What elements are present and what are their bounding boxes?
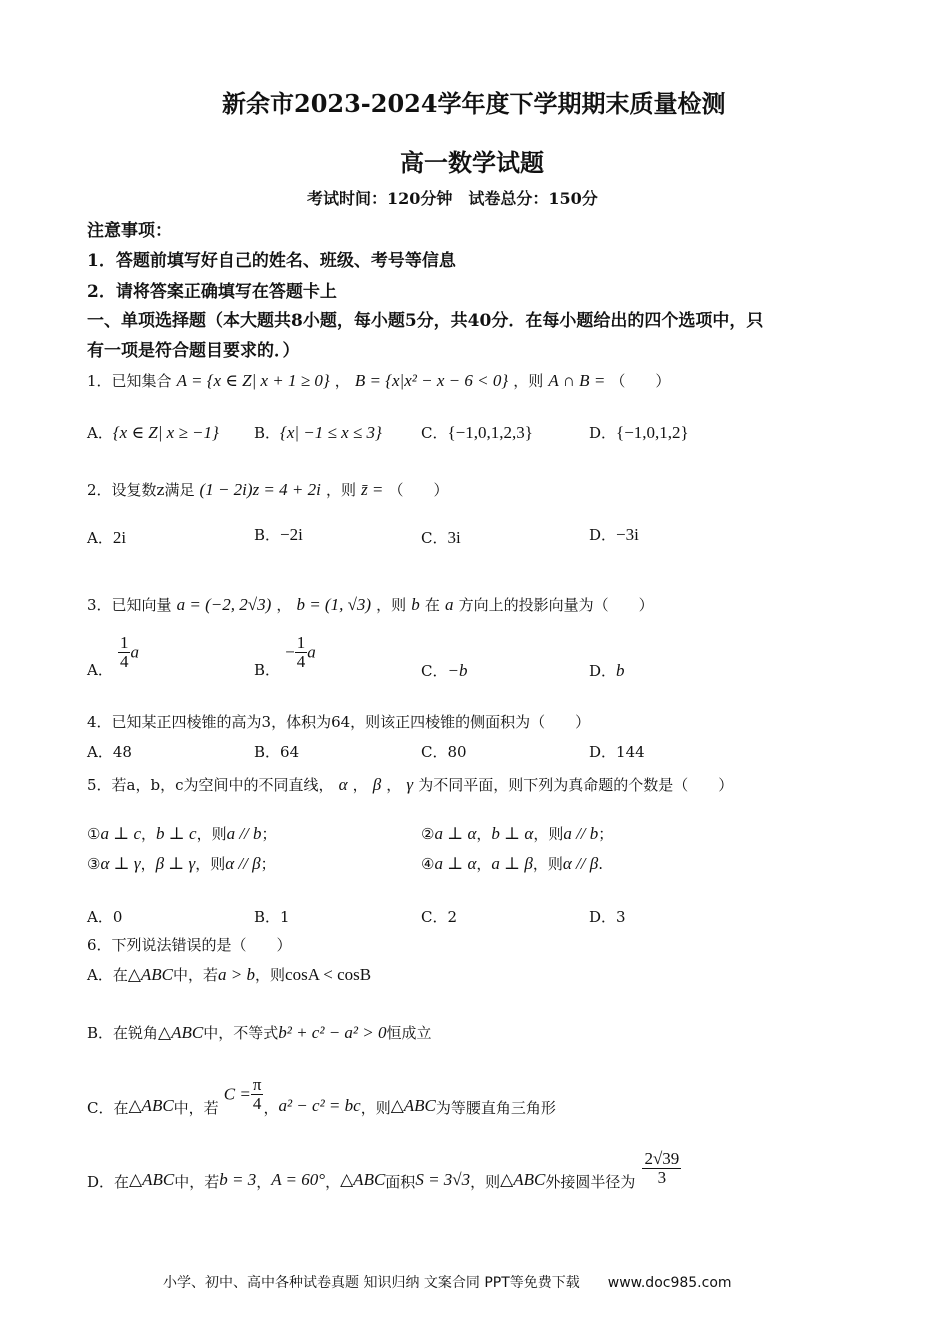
option-label: C． xyxy=(421,424,448,442)
prop-end: ； xyxy=(598,825,614,843)
notes-item: 2．请将答案正确填写在答题卡上 xyxy=(87,282,337,302)
separator: ， xyxy=(325,1172,341,1191)
question-text: 3．已知向量 xyxy=(87,596,172,614)
option-text: 恒成立 xyxy=(386,1024,432,1042)
prop-text: ，则 xyxy=(532,855,563,873)
option-math: {−1,0,1,2,3} xyxy=(447,423,533,442)
option-a xyxy=(87,422,219,443)
math-expression: a = (−2, 2√3) xyxy=(176,595,272,614)
option-c xyxy=(421,660,467,681)
option-text: A．在 xyxy=(87,966,128,984)
separator: ， xyxy=(263,1098,279,1117)
fraction xyxy=(118,634,131,671)
minus-sign: − xyxy=(285,642,295,662)
option-text: 中，若 xyxy=(173,966,219,984)
option-text: 中，不等式 xyxy=(203,1024,279,1042)
option-value: 0 xyxy=(112,908,123,926)
option-b xyxy=(254,422,382,443)
math-expression: a ⊥ α xyxy=(434,824,477,843)
prop-number: ③ xyxy=(87,855,101,873)
notes-heading: 注意事项： xyxy=(87,221,172,241)
math-expression: a ⊥ β xyxy=(491,854,533,873)
option-c xyxy=(421,422,533,443)
question-5-stem xyxy=(87,774,733,795)
option-label: D． xyxy=(589,743,617,761)
math-expression: b = (1, √3) xyxy=(296,595,372,614)
separator: ， xyxy=(140,855,156,873)
option-label: B． xyxy=(254,526,281,544)
math-symbol: a xyxy=(444,595,454,614)
math-expression: A ∩ B = xyxy=(548,371,606,390)
math-expression: α // β xyxy=(562,854,599,873)
math-expression: b ⊥ α xyxy=(491,824,534,843)
option-d xyxy=(589,906,626,927)
question-4-stem: 4．已知某正四棱锥的高为3，体积为64，则该正四棱锥的侧面积为（ ） xyxy=(87,713,591,731)
math-expression: b ⊥ c xyxy=(156,824,197,843)
triangle-abc: △ABC xyxy=(500,1169,546,1189)
option-math: {x ∈ Z| x ≥ −1} xyxy=(112,423,219,442)
option-math: −3i xyxy=(616,525,639,544)
option-value: 64 xyxy=(280,743,300,761)
prop-text: ，则 xyxy=(533,825,564,843)
option-label: A． xyxy=(87,908,113,926)
option-label: C． xyxy=(421,529,448,547)
triangle-abc: △ABC xyxy=(128,1095,174,1115)
separator: ， xyxy=(476,855,492,873)
option-value: 48 xyxy=(112,743,132,761)
math-symbol: γ xyxy=(406,775,414,794)
math-expression: a > b xyxy=(218,965,256,984)
question-text: ，则 xyxy=(376,596,407,614)
option-a xyxy=(87,741,132,762)
vector-a-arrow: a xyxy=(307,642,316,662)
option-label: A． xyxy=(87,660,113,679)
math-expression: A = {x ∈ Z| x + 1 ≥ 0} xyxy=(176,371,330,390)
option-a xyxy=(87,527,126,548)
math-expression: B = {x|x² − x − 6 < 0} xyxy=(354,371,509,390)
proposition xyxy=(87,853,276,874)
separator: ， xyxy=(276,596,292,614)
option-b xyxy=(87,1022,432,1043)
option-math: {−1,0,1,2} xyxy=(616,423,689,442)
prop-text: ，则 xyxy=(195,855,226,873)
math-expression: α // β xyxy=(225,854,261,873)
math-expression: a // b xyxy=(563,824,599,843)
numerator: 2√39 xyxy=(644,1149,680,1168)
math-expression: S = 3√3 xyxy=(415,1169,471,1189)
denominator: 4 xyxy=(252,1093,262,1113)
option-math: 2i xyxy=(112,528,127,547)
question-text: （ ） xyxy=(388,481,449,499)
prop-end: . xyxy=(598,855,603,873)
triangle-abc: △ABC xyxy=(127,965,174,984)
proposition xyxy=(421,823,613,844)
vector-a-arrow: a xyxy=(130,642,139,662)
question-6-stem: 6．下列说法错误的是（ ） xyxy=(87,936,292,954)
option-math: b xyxy=(616,661,625,680)
option-d xyxy=(589,524,639,545)
option-b xyxy=(254,634,316,680)
math-expression: β ⊥ γ xyxy=(155,854,196,873)
math-expression: z̄ = xyxy=(361,480,384,499)
option-label: A． xyxy=(87,743,113,761)
prop-end: ； xyxy=(260,855,276,873)
option-d xyxy=(589,741,645,762)
option-label: D． xyxy=(589,424,617,442)
option-a xyxy=(87,964,371,985)
option-math: 3i xyxy=(447,528,461,547)
option-label: C． xyxy=(421,662,448,680)
option-text: ，则 xyxy=(255,966,286,984)
prop-number: ② xyxy=(421,825,435,843)
math-symbol: α xyxy=(338,775,348,794)
separator: ， xyxy=(334,372,350,390)
prop-number: ④ xyxy=(421,855,435,873)
question-1-stem xyxy=(87,370,670,391)
triangle-abc: △ABC xyxy=(129,1169,175,1189)
triangle-abc: △ABC xyxy=(340,1169,386,1189)
option-value: 2 xyxy=(447,908,458,926)
exam-subtitle: 高一数学试题 xyxy=(400,148,544,177)
math-symbol: b xyxy=(411,595,420,614)
option-math: {x| −1 ≤ x ≤ 3} xyxy=(280,423,382,442)
math-expression: b² + c² − a² > 0 xyxy=(278,1023,387,1042)
denominator: 4 xyxy=(119,651,129,671)
prop-number: ① xyxy=(87,825,101,843)
separator: ， xyxy=(476,825,492,843)
option-a xyxy=(87,634,139,680)
proposition xyxy=(421,853,603,874)
proposition xyxy=(87,823,277,844)
separator: ， xyxy=(386,776,402,794)
numerator: 1 xyxy=(119,633,129,652)
separator: ， xyxy=(256,1172,272,1191)
option-label: D． xyxy=(589,908,617,926)
option-value: 1 xyxy=(280,908,290,926)
option-math: −2i xyxy=(280,525,303,544)
option-label: A． xyxy=(87,424,113,442)
math-expression: (1 − 2i)z = 4 + 2i xyxy=(199,480,321,499)
denominator: 3 xyxy=(657,1167,667,1187)
option-label: B． xyxy=(254,424,281,442)
option-text: 外接圆半径为 xyxy=(545,1172,636,1191)
math-expression: cosA < cosB xyxy=(285,965,372,984)
question-2-stem xyxy=(87,479,449,500)
option-text: 面积 xyxy=(385,1172,416,1191)
option-c xyxy=(421,527,461,548)
question-text: 方向上的投影向量为（ ） xyxy=(458,596,654,614)
option-b xyxy=(254,741,299,762)
notes-item: 1．答题前填写好自己的姓名、班级、考号等信息 xyxy=(87,251,456,271)
section-heading-cont: 有一项是符合题目要求的．） xyxy=(87,341,300,361)
option-text: ，则 xyxy=(360,1098,391,1117)
triangle-abc: △ABC xyxy=(158,1023,204,1042)
question-text: 2．设复数z满足 xyxy=(87,481,195,499)
option-label: D． xyxy=(589,526,617,544)
math-expression: a ⊥ c xyxy=(100,824,141,843)
question-text: ，则 xyxy=(325,481,356,499)
triangle-abc: △ABC xyxy=(390,1095,436,1115)
math-expression: a² − c² = bc xyxy=(278,1095,361,1115)
math-expression: C = xyxy=(223,1084,251,1104)
option-label: B． xyxy=(254,743,281,761)
separator: ， xyxy=(141,825,157,843)
option-text: C．在 xyxy=(87,1098,129,1117)
math-symbol: β xyxy=(372,775,382,794)
fraction-radius xyxy=(642,1150,681,1187)
option-d xyxy=(589,660,625,681)
exam-title: 新余市2023-2024学年度下学期期末质量检测 xyxy=(222,89,726,118)
option-text: D．在 xyxy=(87,1172,130,1191)
prop-text: ，则 xyxy=(196,825,227,843)
option-label: C． xyxy=(421,743,448,761)
question-3-stem xyxy=(87,594,654,615)
option-c xyxy=(421,741,467,762)
question-text: （ ） xyxy=(610,372,671,390)
numerator: 1 xyxy=(296,633,306,652)
page-footer: 小学、初中、高中各种试卷真题 知识归纳 文案合同 PPT等免费下载 www.doc985.com xyxy=(163,1275,732,1291)
option-text: 为等腰直角三角形 xyxy=(435,1098,556,1117)
option-label: D． xyxy=(589,662,617,680)
option-d xyxy=(589,422,689,443)
option-label: B． xyxy=(254,660,281,679)
math-expression: α ⊥ γ xyxy=(100,854,141,873)
option-label: A． xyxy=(87,529,113,547)
denominator: 4 xyxy=(296,651,306,671)
option-text: B．在锐角 xyxy=(87,1024,159,1042)
question-text: 5．若a，b，c为空间中的不同直线， xyxy=(87,776,334,794)
option-math: −b xyxy=(447,661,468,680)
prop-end: ； xyxy=(261,825,277,843)
math-expression: A = 60° xyxy=(271,1169,326,1189)
option-text: 中，若 xyxy=(174,1172,220,1191)
separator: ， xyxy=(352,776,368,794)
option-b xyxy=(254,906,290,927)
question-text: 为不同平面，则下列为真命题的个数是（ ） xyxy=(418,776,734,794)
option-value: 80 xyxy=(447,743,467,761)
fraction xyxy=(251,1076,264,1113)
question-text: ，则 xyxy=(513,372,544,390)
numerator: π xyxy=(252,1075,262,1094)
section-heading: 一、单项选择题（本大题共8小题，每小题5分，共40分．在每小题给出的四个选项中，只 xyxy=(87,311,764,331)
option-d xyxy=(87,1150,681,1192)
option-a xyxy=(87,906,122,927)
option-label: C． xyxy=(421,908,448,926)
math-expression: a // b xyxy=(226,824,262,843)
question-text: 在 xyxy=(424,596,440,614)
math-expression: b = 3 xyxy=(219,1169,257,1189)
option-label: B． xyxy=(254,908,281,926)
fraction xyxy=(295,634,308,671)
question-text: 1．已知集合 xyxy=(87,372,172,390)
option-b xyxy=(254,524,303,545)
option-text: ，则 xyxy=(470,1172,501,1191)
math-expression: a ⊥ α xyxy=(434,854,477,873)
option-c xyxy=(421,906,457,927)
exam-info: 考试时间：120分钟 试卷总分：150分 xyxy=(307,189,598,208)
option-c xyxy=(87,1076,556,1118)
option-text: 中，若 xyxy=(173,1098,219,1117)
option-value: 3 xyxy=(616,908,626,926)
option-value: 144 xyxy=(616,743,645,761)
